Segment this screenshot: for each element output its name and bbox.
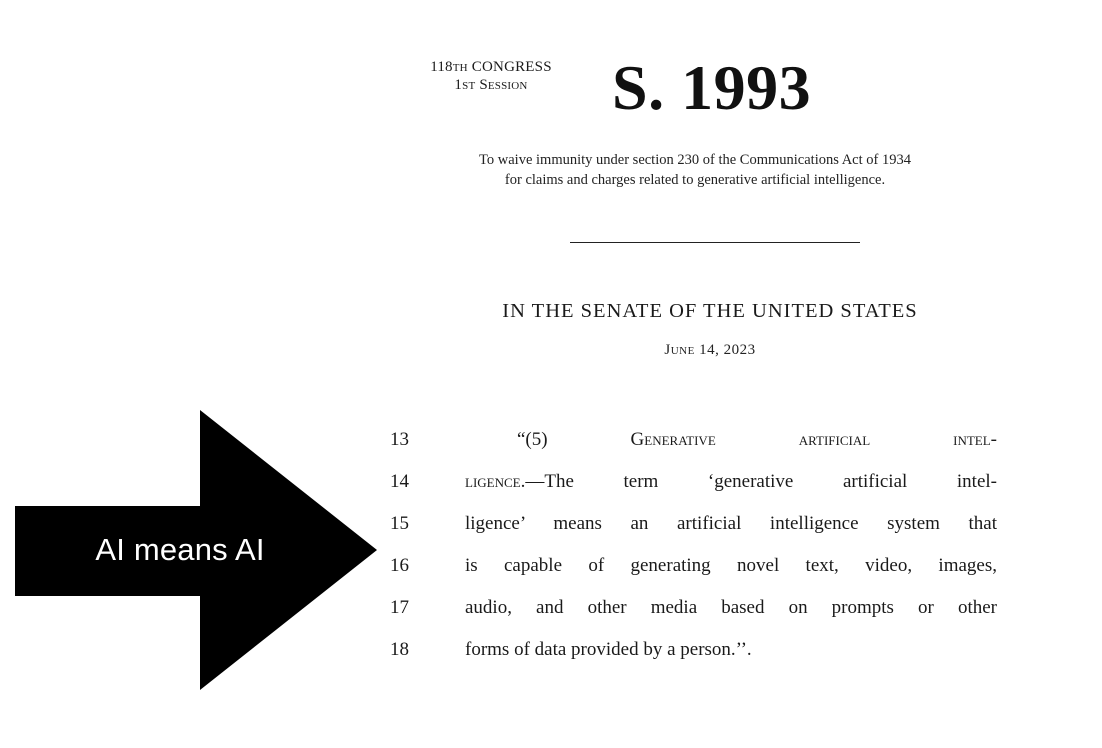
bill-purpose xyxy=(400,150,990,190)
line-text xyxy=(465,425,997,455)
term-heading-end: ligence xyxy=(465,471,521,492)
line-number: 18 xyxy=(390,639,409,660)
congress-word: CONGRESS xyxy=(471,59,552,75)
line-text: forms of data provided by a person.’’. xyxy=(465,639,752,660)
bill-line-15 xyxy=(390,509,1010,539)
definition-start: .—The term ‘generative artificial intel- xyxy=(520,471,997,492)
term-heading-word-3: intel- xyxy=(953,429,997,450)
bill-line-17 xyxy=(390,593,1010,623)
session-line xyxy=(396,76,586,94)
line-number: 15 xyxy=(390,513,409,534)
line-number: 14 xyxy=(390,471,409,492)
line-text: audio, and other media based on prompts or other xyxy=(465,597,997,618)
term-heading-word-2: artificial xyxy=(798,429,871,450)
purpose-line-1: To waive immunity under section 230 of the Communications Act of 1934 xyxy=(479,152,911,168)
congress-line xyxy=(396,58,586,76)
session-suffix: st xyxy=(462,77,476,93)
arrow-label: AI means AI xyxy=(95,532,265,567)
bill-line-16 xyxy=(390,551,1010,581)
line-number: 16 xyxy=(390,555,409,576)
session-word: Session xyxy=(479,77,528,93)
line-text: ligence’ means an artificial intelligence system that xyxy=(465,513,997,534)
bill-number: S. 1993 xyxy=(612,52,812,123)
bill-line-18 xyxy=(390,635,1010,665)
introduction-date: June 14, 2023 xyxy=(664,342,756,358)
congress-suffix: th xyxy=(452,59,468,75)
line-number: 17 xyxy=(390,597,409,618)
congress-session-block xyxy=(396,58,586,94)
line-text: is capable of generating novel text, video, images, xyxy=(465,555,997,576)
paragraph-number: “(5) xyxy=(517,429,548,450)
congress-number: 118 xyxy=(430,59,453,75)
session-number: 1 xyxy=(454,77,463,93)
term-heading-word-1: Generative xyxy=(630,429,716,450)
line-text xyxy=(465,467,997,497)
bill-line-14 xyxy=(390,467,1010,497)
purpose-line-2: for claims and charges related to generative artificial intelligence. xyxy=(504,172,886,188)
line-number: 13 xyxy=(390,429,409,450)
chamber-heading: IN THE SENATE OF THE UNITED STATES xyxy=(502,300,918,322)
bill-line-13 xyxy=(390,425,1010,455)
divider-rule xyxy=(570,242,860,243)
